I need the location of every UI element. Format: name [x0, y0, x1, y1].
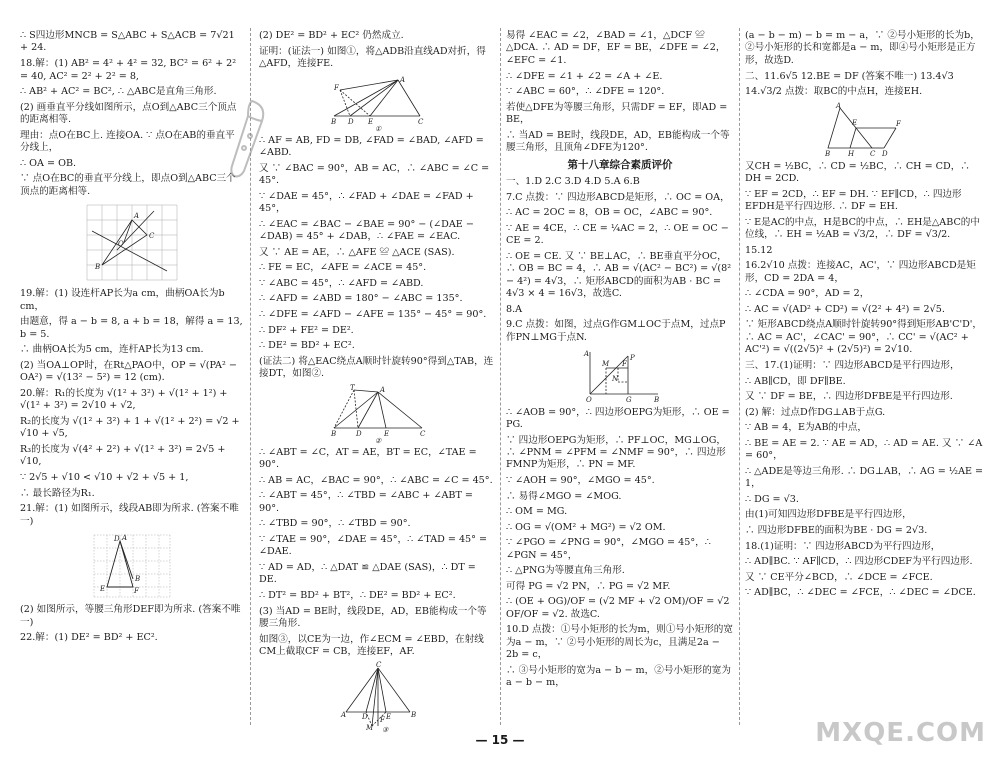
text-line: 又 ∵ AE = AE，∴ △AFE ≌ △ACE (SAS). — [259, 246, 455, 258]
text-line: (2) 当OA⊥OP时，在Rt△PAO中，OP = √(PA² − OA²) = √(13² − 5²) = 12 (cm). — [20, 359, 237, 384]
figure-label: H — [848, 149, 855, 158]
text-line: ∴ DF² + FE² = DE². — [259, 324, 354, 336]
text-line: 15.12 — [745, 244, 773, 256]
text-line: ∴ (OE + OG)/OF = (√2 MF + √2 OM)/OF = √2 OF/OF = √2. 故选C. — [506, 596, 730, 620]
figure-label: E — [383, 429, 389, 438]
text-line: ∴ 当AD = BE时，线段DE，AD，EB能构成一个等腰三角形，且顶角∠DFE为120°. — [506, 129, 730, 154]
figure-caption: ① — [374, 124, 381, 133]
watermark-logo: MXQE.COM — [815, 718, 986, 749]
text-line: 由题意，得 a − b = 8, a + b = 18，解得 a = 13, b = 5. — [20, 316, 243, 340]
figure-caption: ③ — [381, 725, 388, 734]
figure-label: B — [95, 263, 101, 272]
column-3 — [506, 30, 734, 725]
text-line: 20.解：R₁的长度为 √(1² + 3²) + √(1² + 1²) + √(1² + 3²) = 2√10 + √2, — [20, 387, 228, 412]
page-number: — 15 — — [475, 733, 525, 748]
figure-label: C — [419, 429, 425, 438]
text-line: 10.D 点拨：①号小矩形的长为m，则①号小矩形的宽为a − m，∵ ②号小矩形的周长为c，且满足2a − 2b = c， — [506, 624, 733, 661]
text-line: 如图③，以CE为一边，作∠ECM = ∠EBD，在射线CM上截取CF = CB，连接EF，AF. — [259, 633, 484, 657]
figure-14 — [820, 102, 910, 158]
column-2 — [259, 30, 496, 734]
figure-label: E — [385, 712, 391, 721]
text-line: ∴ ∠AFD = ∠ABD = 180° − ∠ABC = 135°. — [259, 293, 463, 305]
figure-label: M — [602, 359, 610, 368]
text-line: 又 ∵ ∠BAC = 90°，AB = AC，∴ ∠ABC = ∠C = 45°. — [259, 162, 490, 187]
text-line: ∴ S四边形MNCB = S△ABC + S△ACB = 7√21 + 24. — [20, 30, 235, 54]
text-line: 22.解：(1) DE² = BD² + EC². — [20, 632, 158, 644]
text-line: ∴ AF = AB, FD = DB, ∠FAD = ∠BAD, ∠AFD = ∠ABD. — [259, 134, 484, 159]
column-4 — [745, 30, 985, 725]
text-line: ∴ OE = CE. 又 ∵ BE⊥AC，∴ BE垂直平分OC，∴ OB = BC = 4，∴ AB = √(AC² − BC²) = √(8² − 4²) = 4√3，∴ 矩形ABCD的面积为AB · BC = 4√3 × 4 = 16√3，故选C. — [506, 250, 732, 300]
text-line: 若使△DFE为等腰三角形，只需DF = EF，即AD = BE， — [506, 101, 728, 126]
figure-label: B — [135, 575, 141, 584]
figure-label: F — [379, 715, 385, 724]
text-line: ∴ AB² + AC² = BC², ∴ △ABC是直角三角形. — [20, 86, 217, 98]
figure-label: B — [410, 710, 416, 719]
text-line: ∴ AB∥CD，即 DF∥BE. — [745, 375, 846, 387]
text-line: ∴ ∠AOB = 90°，∴ 四边形OEPG为矩形，∴ OE = PG. — [506, 406, 730, 430]
text-line: ∴ ∠EAC = ∠BAC − ∠BAE = 90° − (∠DAE − ∠DAB) = 45° + ∠DAB，∴ ∠FAE = ∠EAC. — [259, 218, 474, 243]
text-line: ∴ DG = √3. — [745, 493, 799, 505]
text-line: 7.C 点拨：∵ 四边形ABCD是矩形，∴ OC = OA， — [506, 191, 730, 203]
figure-label: B — [654, 395, 660, 404]
column-1 — [20, 30, 244, 725]
text-line: 又 ∵ DF = BE，∴ 四边形DFBE是平行四边形. — [745, 391, 953, 403]
figure-label: O — [586, 395, 592, 404]
text-line: ∵ ∠PGO = ∠PNG = 90°，∠MGO = 45°，∴ ∠PGN = 45°， — [506, 537, 711, 561]
text-line: ∴ ∠ABT = ∠C，AT = AE，BT = EC，∠TAE = 90°. — [259, 446, 477, 471]
text-line: 二、11.6√5 12.BE = DF (答案不唯一) 13.4√3 — [745, 70, 954, 82]
figure-label: A — [134, 212, 140, 221]
text-line: 18.(1)证明：∵ 四边形ABCD为平行四边形， — [745, 540, 941, 552]
figure-2 — [328, 384, 428, 444]
text-line: ∴ ∠DFE = ∠AFD − ∠AFE = 135° − 45° = 90°. — [259, 308, 487, 320]
column-divider — [739, 28, 740, 725]
text-line: ∴ AC = 2OC = 8，OB = OC，∠ABC = 90°. — [506, 207, 713, 219]
text-line: (3) 当AD = BE时，线段DE，AD，EB能构成一个等腰三角形. — [259, 605, 487, 629]
figure-label: A — [836, 101, 842, 110]
text-line: 可得 PG = √2 PN，∴ PG = √2 MF. — [506, 580, 671, 592]
text-line: 又 ∵ CE平分∠BCD，∴ ∠DCE = ∠FCE. — [745, 571, 933, 583]
text-line: 16.2√10 点拨：连接AC，AC'，∵ 四边形ABCD是矩形，CD = 2DA = 4， — [745, 260, 976, 284]
text-line: ∵ E是AC的中点，H是BC的中点，∴ EH是△ABC的中位线，∴ EH = ½AB = √3/2，∴ DF = √3/2. — [745, 216, 980, 241]
text-line: ∵ 四边形OEPG为矩形，∴ PF⊥OC，MG⊥OG，∴ ∠PNM = ∠PFM = ∠NMF = 90°，∴ 四边形FMNP为矩形，∴ PN = MF. — [506, 434, 726, 471]
figure-label: A — [584, 349, 590, 358]
text-line: ∵ AE = 4CE，∴ CE = ¼AC = 2，∴ OE = OC − CE = 2. — [506, 222, 729, 247]
figure-label: A — [340, 710, 346, 719]
text-line: R₂的长度为 √(1² + 3²) + 1 + √(1² + 2²) = √2 + √10 + √5, — [20, 415, 240, 440]
text-line: ∵ ∠TAE = 90°，∠DAE = 45°，∴ ∠TAD = 45° = ∠DAE. — [259, 533, 488, 558]
figure-label: B — [330, 117, 336, 126]
text-line: 三、17.(1)证明：∵ 四边形ABCD是平行四边形， — [745, 359, 960, 371]
text-line: ∵ EF = 2CD，∴ EF = DH. ∵ EF∥CD，∴ 四边形EFDH是平行四边形. ∴ DF = EH. — [745, 188, 962, 213]
text-line: (a − b − m) − b = m − a，∵ ②号小矩形的长为b，②号小矩形的长和宽都是a − m，即④号小矩形是正方形，故选D. — [745, 30, 980, 66]
figure-label: D — [347, 117, 354, 126]
figure-label: F — [896, 119, 901, 128]
figure-label: B — [330, 429, 336, 438]
figure-label: C — [375, 660, 381, 669]
figure-21-grid — [90, 531, 174, 601]
text-line: ∴ 四边形DFBE的面积为BE · DG = 2√3. — [745, 524, 928, 536]
figure-9 — [578, 348, 662, 404]
text-line: ∴ 易得∠MGO = ∠MOG. — [506, 490, 622, 502]
text-line: ∴ ∠CDA = 90°，AD = 2， — [745, 288, 870, 300]
text-line: ∴ 最长路径为R₁. — [20, 487, 95, 499]
text-line: ∴ OA = OB. — [20, 157, 77, 169]
text-line: ∴ ∠DFE = ∠1 + ∠2 = ∠A + ∠E. — [506, 70, 663, 82]
text-line: ∵ AB = 4，E为AB的中点， — [745, 422, 867, 434]
figure-label: D — [882, 149, 888, 158]
figure-label: O — [118, 240, 124, 249]
figure-label: T — [349, 383, 355, 392]
text-line: 18.解：(1) AB² = 4² + 4² = 32, BC² = 6² + 2² = 40, AC² = 2² + 2² = 8, — [20, 58, 237, 82]
text-line: 19.解：(1) 设连杆AP长为a cm，曲柄OA长为b cm， — [20, 288, 225, 312]
figure-label: A — [399, 75, 405, 84]
text-line: ∵ AD = AD，∴ △DAT ≌ △DAE (SAS)，∴ DT = DE. — [259, 561, 476, 586]
text-line: ∴ FE = EC，∠AFE = ∠ACE = 45°. — [259, 262, 427, 274]
figure-label: M — [365, 723, 373, 732]
text-line: ∵ AD∥BC，∴ ∠DEC = ∠FCE，∴ ∠DEC = ∠DCE. — [745, 587, 976, 599]
figure-label: D — [361, 712, 368, 721]
figure-label: A — [379, 385, 385, 394]
text-line: ∴ ∠TBD = 90°，∴ ∠TBD = 90°. — [259, 518, 411, 530]
figure-label: C — [870, 149, 876, 158]
text-line: 易得 ∠EAC = ∠2，∠BAD = ∠1，△DCF ≌ △DCA. ∴ AD = DF，EF = BE，∠DFE = ∠2，∠EFC = ∠1. — [506, 30, 726, 66]
figure-label: N — [612, 374, 619, 383]
figure-18-grid — [82, 201, 182, 285]
figure-label: D — [355, 429, 362, 438]
section-title: 第十八章综合素质评价 — [567, 158, 673, 171]
text-line: ∵ ∠DAE = 45°，∴ ∠FAD + ∠DAE = ∠FAD + 45°， — [259, 190, 474, 215]
figure-label: F — [333, 83, 339, 92]
text-line: R₃的长度为 √(4² + 2²) + √(1² + 3²) = 2√5 + √10, — [20, 444, 226, 468]
text-line: ∴ ③号小矩形的宽为a − b − m，②号小矩形的宽为a − b − m， — [506, 664, 731, 689]
text-line: (证法二) 将△EAC绕点A顺时针旋转90°得到△TAB，连接DT，如图②. — [259, 355, 494, 380]
figure-label: G — [626, 395, 632, 404]
text-line: (2) 画垂直平分线如图所示，点O到△ABC三个顶点的距离相等. — [20, 101, 237, 126]
figure-caption: ② — [374, 436, 381, 445]
figure-3 — [338, 662, 418, 734]
text-line: (2) 如图所示，等腰三角形DEF即为所求. (答案不唯一) — [20, 604, 241, 628]
figure-label: C — [149, 232, 155, 241]
text-line: ∴ ∠ABT = 45°，∴ ∠TBD = ∠ABC + ∠ABT = 90°. — [259, 490, 473, 514]
text-line: 理由：点O在BC上. 连接OA. ∵ 点O在AB的垂直平分线上， — [20, 129, 235, 154]
text-line: ∵ ∠ABC = 60°，∴ ∠DFE = 120°. — [506, 86, 665, 98]
figure-1 — [328, 74, 428, 132]
text-line: 8.A — [506, 303, 523, 315]
text-line: ∴ △ADE是等边三角形. ∴ DG⊥AB，∴ AG = ½AE = 1， — [745, 465, 984, 490]
text-line: ∵ ∠AOH = 90°，∠MGO = 45°. — [506, 475, 655, 487]
text-line: ∵ 矩形ABCD绕点A顺时针旋转90°得到矩形AB'C'D'，∴ AC = AC'，∠CAC' = 90°，∴ CC' = √(AC² + AC'²) = √((2√5)² + (2√5)²) = 2√10. — [745, 319, 982, 356]
text-line: ∵ ∠ABC = 45°，∴ ∠AFD = ∠ABD. — [259, 277, 424, 289]
text-line: ∴ 曲柄OA长为5 cm，连杆AP长为13 cm. — [20, 344, 204, 356]
text-line: 由(1)可知四边形DFBE是平行四边形， — [745, 509, 912, 521]
text-line: ∴ AC = √(AD² + CD²) = √(2² + 4²) = 2√5. — [745, 303, 945, 315]
text-line: 14.√3/2 点拨：取BC的中点H，连接EH. — [745, 86, 923, 98]
text-line: ∴ DE² = BD² + EC². — [259, 340, 355, 352]
figure-label: D — [114, 535, 120, 544]
text-line: ∴ DT² = BD² + BT²，∴ DE² = BD² + EC². — [259, 589, 456, 601]
figure-label: C — [417, 117, 423, 126]
figure-label: E — [852, 118, 858, 127]
text-line: ∴ AB = AC，∠BAC = 90°，∴ ∠ABC = ∠C = 45°. — [259, 474, 493, 486]
text-line: ∴ OM = MG. — [506, 506, 568, 518]
column-divider — [500, 28, 501, 725]
figure-label: F — [622, 359, 627, 368]
figure-label: F — [134, 587, 139, 596]
text-line: ∴ OG = √(OM² + MG²) = √2 OM. — [506, 521, 666, 533]
figure-label: B — [825, 149, 831, 158]
text-line: ∵ 点O在BC的垂直平分线上，即点O到△ABC三个顶点的距离相等. — [20, 173, 236, 197]
text-line: ∴ BE = AE = 2. ∵ AE = AD，∴ AD = AE. 又 ∵ ∠A = 60°， — [745, 437, 983, 462]
text-line: ∴ △PNG为等腰直角三角形. — [506, 565, 625, 577]
text-line: ∴ AD∥BC. ∵ AF∥CD，∴ 四边形CDEF为平行四边形. — [745, 556, 973, 568]
text-line: 又CH = ½BC，∴ CD = ½BC，∴ CH = CD，∴ DH = 2CD. — [745, 160, 970, 185]
figure-label: E — [367, 117, 373, 126]
text-line: (2) DE² = BD² + EC² 仍然成立. — [259, 30, 404, 41]
text-line: 一、1.D 2.C 3.D 4.D 5.A 6.B — [506, 176, 640, 188]
text-line: 证明：(证法一) 如图①，将△ADB沿直线AD对折，得△AFD，连接FE. — [259, 45, 486, 70]
text-line: 21.解：(1) 如图所示，线段AB即为所求. (答案不唯一) — [20, 503, 239, 527]
text-line: ∵ 2√5 + √10 < √10 + √2 + √5 + 1, — [20, 472, 189, 484]
figure-label: E — [100, 585, 106, 594]
figure-label: P — [630, 353, 635, 362]
text-line: 9.C 点拨：如图，过点G作GM⊥OC于点M，过点P作PN⊥MG于点N. — [506, 319, 726, 343]
text-line: (2) 解：过点D作DG⊥AB于点G. — [745, 406, 886, 418]
figure-label: A — [122, 534, 128, 543]
